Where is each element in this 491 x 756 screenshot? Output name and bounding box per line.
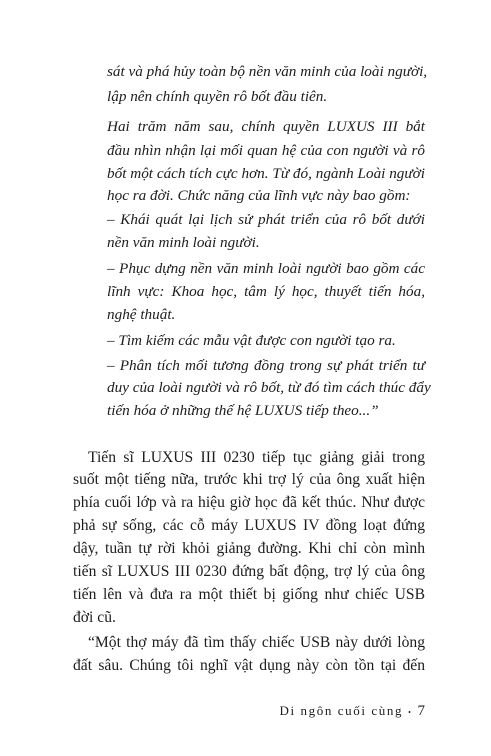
quote-line: sát và phá hủy toàn bộ nền văn minh của loài người, bbox=[107, 63, 428, 80]
quote-line: – Phân tích mối tương đồng trong sự phát triển tư bbox=[107, 357, 425, 374]
body-line: “Một thợ máy đã tìm thấy chiếc USB này dưới lòng bbox=[88, 634, 425, 651]
body-line: đời cũ. bbox=[73, 609, 116, 626]
quote-line: – Khái quát lại lịch sử phát triển của rô bốt dưới bbox=[107, 211, 425, 228]
running-footer bbox=[279, 703, 425, 720]
quote-line: nghệ thuật. bbox=[107, 306, 176, 323]
bullet-separator: • bbox=[408, 707, 413, 717]
body-line: phả sự sống, các cỗ máy LUXUS IV đồng loạt đứng bbox=[73, 517, 425, 534]
quote-line: – Phục dựng nền văn minh loài người bao gồm các bbox=[107, 260, 425, 277]
quote-line: lĩnh vực: Khoa học, tâm lý học, thuyết tiến hóa, bbox=[107, 283, 425, 300]
body-line: đất sâu. Chúng tôi nghĩ vật dụng này còn tồn tại đến bbox=[73, 657, 425, 674]
body-line: tiến sĩ LUXUS III 0230 đứng bất động, trợ lý của ông bbox=[73, 563, 425, 580]
body-line: dậy, tuần tự rời khỏi giảng đường. Khi chỉ còn mình bbox=[73, 540, 425, 557]
quote-line: – Tìm kiếm các mẫu vật được con người tạo ra. bbox=[107, 332, 396, 349]
quote-line: duy của loài người và rô bốt, từ đó tìm cách thúc đẩy bbox=[107, 379, 431, 396]
body-line: phía cuối lớp và ra hiệu giờ học đã kết thúc. Như được bbox=[73, 494, 425, 511]
page-number: 7 bbox=[417, 703, 425, 719]
body-line: tiến lên và đưa ra một thiết bị giống như chiếc USB bbox=[73, 586, 425, 603]
body-line: Tiến sĩ LUXUS III 0230 tiếp tục giảng giải trong bbox=[88, 449, 425, 466]
quote-line: nền văn minh loài người. bbox=[107, 234, 260, 251]
body-line: suốt một tiếng nữa, trước khi trợ lý của ông xuất hiện bbox=[73, 471, 425, 488]
quote-line: tiến hóa ở những thế hệ LUXUS tiếp theo...” bbox=[107, 402, 379, 419]
quote-line: lập nên chính quyền rô bốt đầu tiên. bbox=[107, 88, 328, 105]
quote-line: học ra đời. Chức năng của lĩnh vực này bao gồm: bbox=[107, 187, 411, 204]
quote-line: bốt một cách tích cực hơn. Từ đó, ngành Loài người bbox=[107, 165, 425, 182]
quote-line: đầu nhìn nhận lại mối quan hệ của con người và rô bbox=[107, 142, 425, 159]
book-title: Di ngôn cuối cùng bbox=[279, 703, 404, 718]
quote-line: Hai trăm năm sau, chính quyền LUXUS III bắt bbox=[107, 118, 425, 135]
